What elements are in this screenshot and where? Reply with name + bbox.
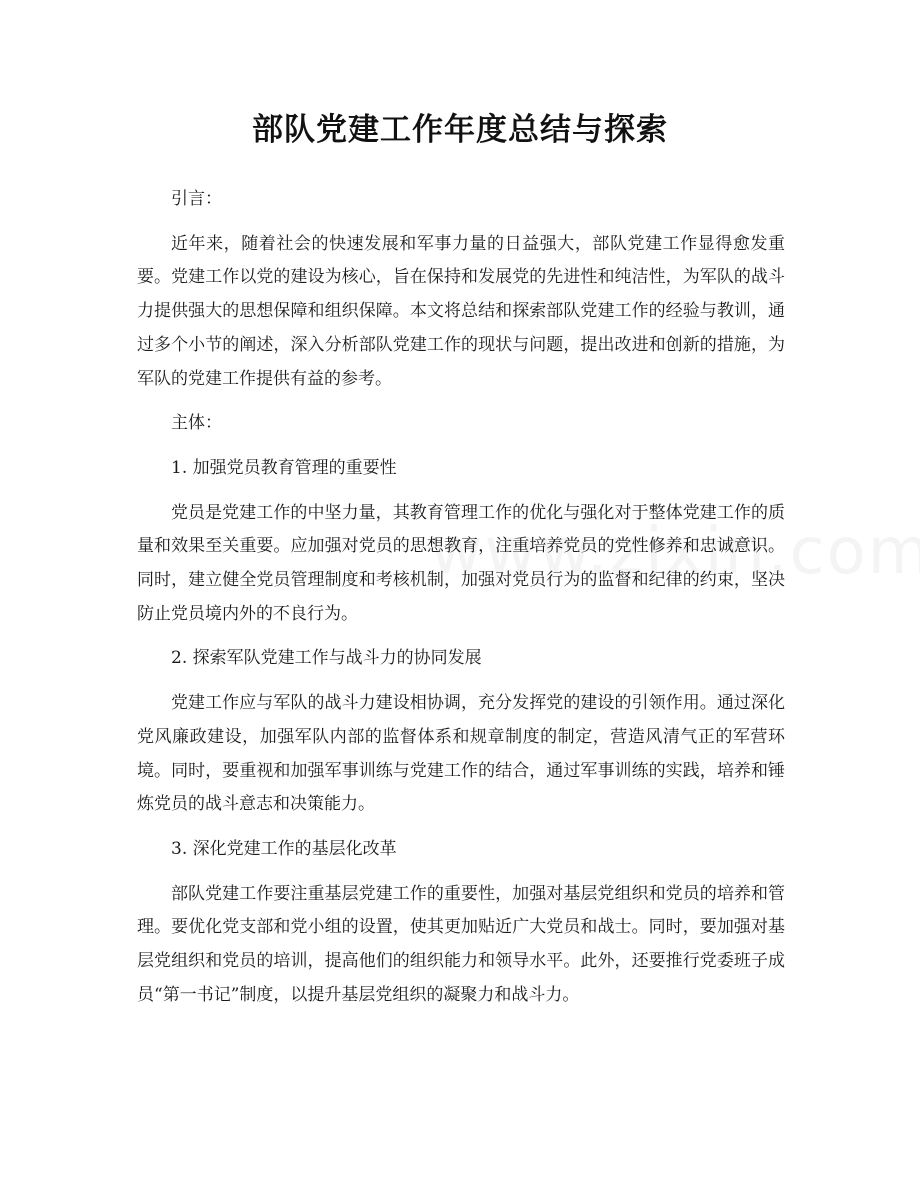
section-heading: 3. 深化党建工作的基层化改革 (171, 838, 397, 859)
body-label: 主体： (171, 413, 222, 434)
document-body (137, 183, 785, 1023)
section-heading: 2. 探索军队党建工作与战斗力的协同发展 (171, 648, 482, 669)
page-title: 部队党建工作年度总结与探索 (252, 112, 668, 148)
section-paragraph: 党员是党建工作的中坚力量，其教育管理工作的优化与强化对于整体党建工作的质量和效果至关重要。应加强对党员的思想教育，注重培养党员的党性修养和忠诚意识。同时，建立健全党员管理制度和考核机制，加强对党员行为的监督和纪律的约束，坚决防止党员境内外的不良行为。 (137, 502, 785, 624)
section-paragraph: 党建工作应与军队的战斗力建设相协调，充分发挥党的建设的引领作用。通过深化党风廉政建设，加强军队内部的监督体系和规章制度的制定，营造风清气正的军营环境。同时，要重视和加强军事训练与党建工作的结合，通过军事训练的实践，培养和锤炼党员的战斗意志和决策能力。 (137, 693, 785, 815)
intro-paragraph: 近年来，随着社会的快速发展和军事力量的日益强大，部队党建工作显得愈发重要。党建工作以党的建设为核心，旨在保持和发展党的先进性和纯洁性，为军队的战斗力提供强大的思想保障和组织保障。本文将总结和探索部队党建工作的经验与教训，通过多个小节的阐述，深入分析部队党建工作的现状与问题，提出改进和创新的措施，为军队的党建工作提供有益的参考。 (137, 233, 785, 389)
section-paragraph: 部队党建工作要注重基层党建工作的重要性，加强对基层党组织和党员的培养和管理。要优化党支部和党小组的设置，使其更加贴近广大党员和战士。同时，要加强对基层党组织和党员的培训，提高他们的组织能力和领导水平。此外，还要推行党委班子成员“第一书记”制度，以提升基层党组织的凝聚力和战斗力。 (137, 883, 785, 1005)
intro-label: 引言： (171, 189, 222, 209)
section-heading: 1. 加强党员教育管理的重要性 (171, 457, 397, 478)
